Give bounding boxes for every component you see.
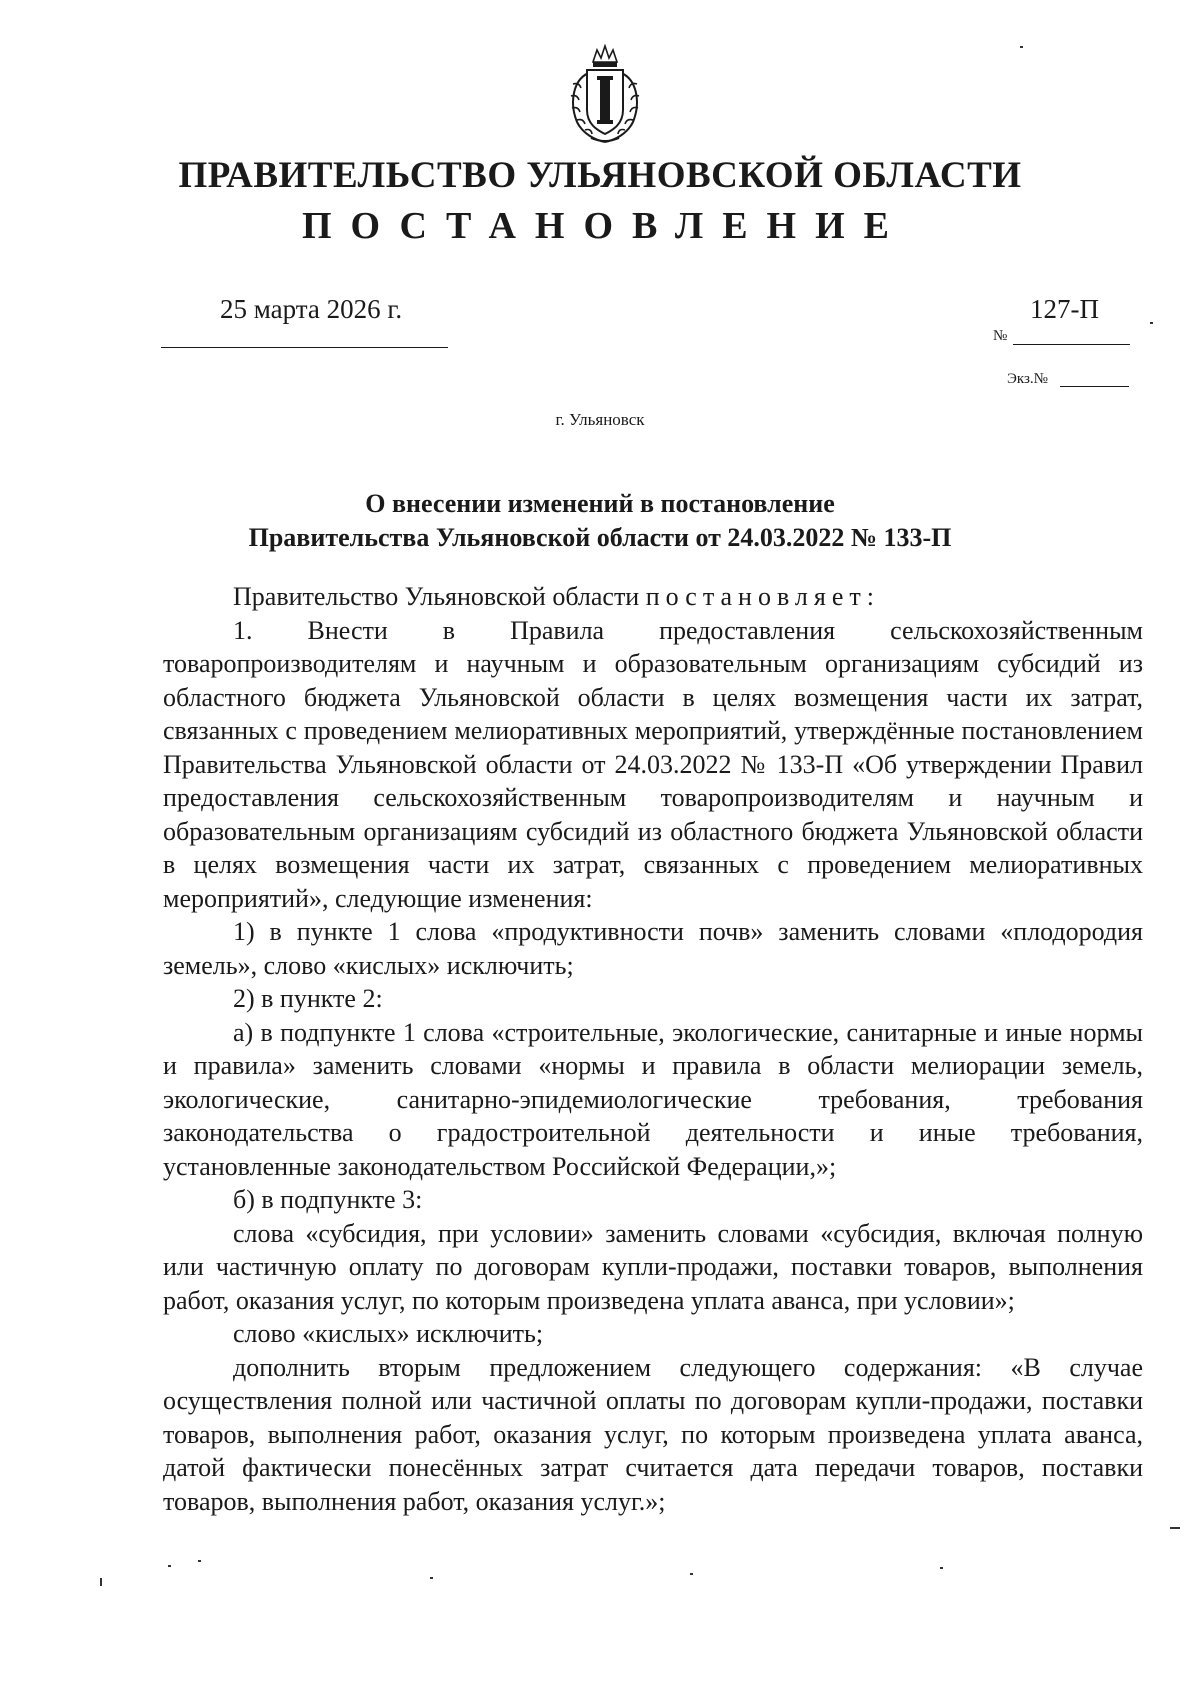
document-number: 127-П xyxy=(1030,294,1099,324)
copy-number-underline xyxy=(1060,386,1129,387)
scan-speck xyxy=(430,1577,433,1579)
government-name: ПРАВИТЕЛЬСТВО УЛЬЯНОВСКОЙ ОБЛАСТИ xyxy=(178,155,1022,196)
scan-speck xyxy=(690,1573,693,1575)
scan-speck xyxy=(100,1578,102,1586)
paragraph-8: дополнить вторым предложением следующего содержания: «В случае осуществления полной или частичной оплаты по договорам купли-продажи, поставки товаров, выполнения работ, оказания услуг, по которым произведена уплата аванса, датой фактически понесённых затрат считается дата передачи товаров, поставки товаров, выполнения работ, оказания услуг.»; xyxy=(163,1352,1143,1516)
coat-of-arms-emblem xyxy=(563,44,647,146)
paragraph-7: слово «кислых» исключить; xyxy=(233,1319,544,1348)
scan-speck xyxy=(198,1560,201,1562)
document-type: ПОСТАНОВЛЕНИЕ xyxy=(301,205,909,247)
paragraph-3: 2) в пункте 2: xyxy=(233,984,383,1013)
title-line-1: О внесении изменений в постановление xyxy=(365,489,835,518)
paragraph-2: 1) в пункте 1 слова «продуктивности почв» заменить словами «плодородия земель», слово «кислых» исключить; xyxy=(163,917,1143,980)
scan-speck xyxy=(1020,46,1023,48)
intro-prefix: Правительство Ульяновской области xyxy=(233,582,640,611)
date-underline xyxy=(161,347,448,348)
scan-speck xyxy=(168,1565,171,1567)
scan-speck xyxy=(940,1567,943,1569)
copy-number-label: Экз.№ xyxy=(1007,371,1048,387)
number-label: № xyxy=(993,328,1008,344)
intro-spaced-verb: постановляет: xyxy=(645,582,880,611)
paragraph-4: а) в подпункте 1 слова «строительные, экологические, санитарные и иные нормы и правила» заменить словами «нормы и правила в области мелиорации земель, экологические, санитарно-эпидемиологические требования, требования законодательства о градостроительной деятельности и иные требования, установленные законодательством Российской Федерации,»; xyxy=(163,1017,1143,1181)
intro-paragraph xyxy=(163,580,1143,614)
document-title xyxy=(0,487,1200,555)
paragraph-1: 1. Внести в Правила предоставления сельскохозяйственным товаропроизводителям и научным и образовательным организациям субсидий из областного бюджета Ульяновской области в целях возмещения части их затрат, связанных с проведением мелиоративных мероприятий, утверждённые постановлением Правительства Ульяновской области от 24.03.2022 № 133-П «Об утверждении Правил предоставления сельскохозяйственным товаропроизводителям и научным и образовательным организациям субсидий из областного бюджета Ульяновской области в целях возмещения части их затрат, связанных с проведением мелиоративных мероприятий», следующие изменения: xyxy=(163,615,1143,913)
paragraph-6: слова «субсидия, при условии» заменить словами «субсидия, включая полную или частичную оплату по договорам купли-продажи, поставки товаров, выполнения работ, оказания услуг, по которым произведена уплата аванса, при условии»; xyxy=(163,1218,1143,1315)
city-name: г. Ульяновск xyxy=(555,410,645,429)
document-date: 25 марта 2026 г. xyxy=(220,294,403,324)
paragraph-5: б) в подпункте 3: xyxy=(233,1185,423,1214)
title-line-2: Правительства Ульяновской области от 24.03.2022 № 133-П xyxy=(248,523,952,552)
scan-speck xyxy=(1150,322,1153,324)
number-underline xyxy=(1013,344,1130,345)
scan-speck xyxy=(1170,1527,1180,1529)
document-body xyxy=(163,580,1143,1518)
